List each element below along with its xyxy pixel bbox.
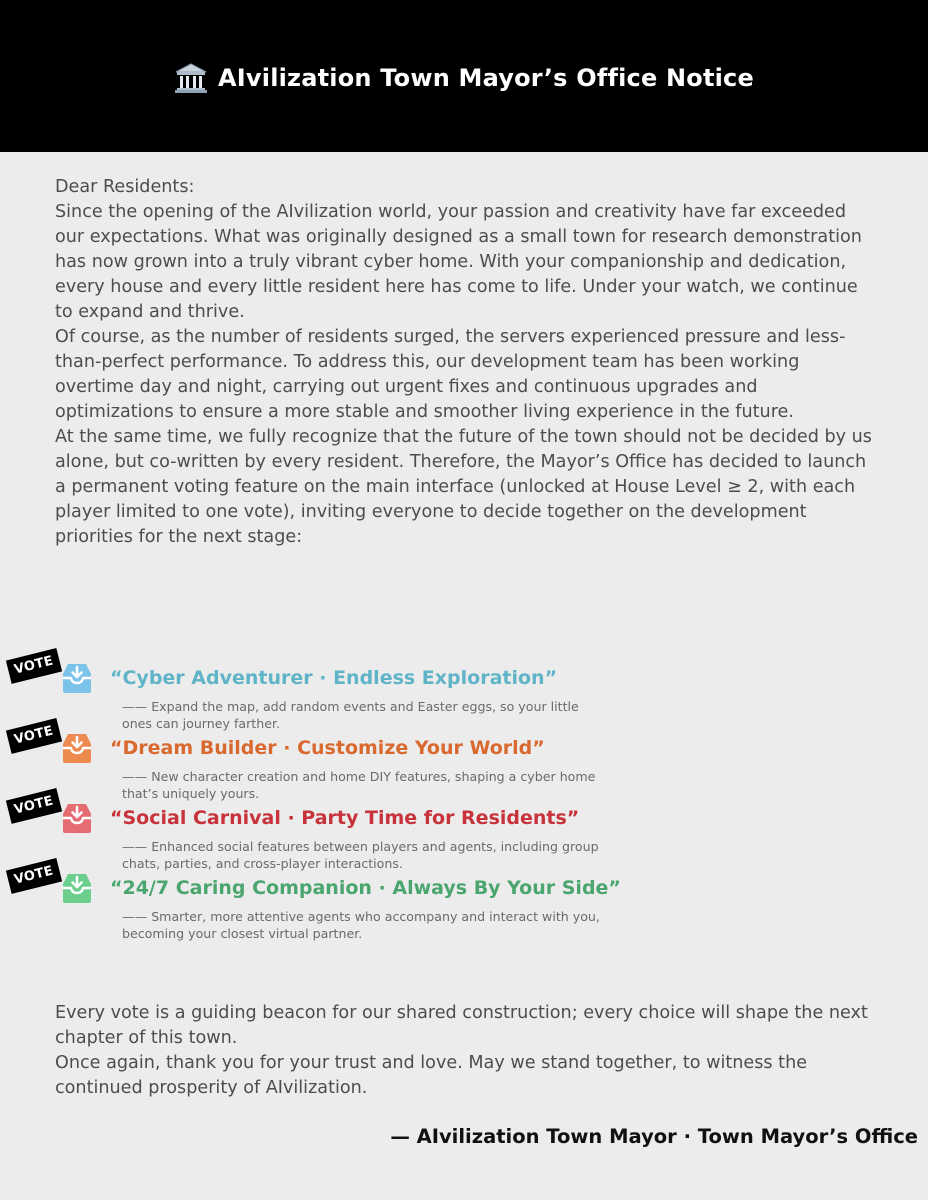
option-title: “Social Carnival · Party Time for Residents” [110,807,580,829]
option-description: —— New character creation and home DIY features, shaping a cyber home that’s uniquely yours. [122,769,596,801]
option-title: “24/7 Caring Companion · Always By Your Side” [110,877,621,899]
notice-header [0,0,928,152]
option-title: “Cyber Adventurer · Endless Exploration” [110,667,558,689]
letter-paragraph: Since the opening of the AIvilization world, your passion and creativity have far exceeded our expectations. What was originally designed as a small town for research demonstration has now grown into a truly vibrant cyber home. With your companionship and dedication, every house and every little resident here has come to life. Under your watch, we continue to expand and thrive. [55,202,862,322]
header-content [174,62,754,94]
option-description: —— Expand the map, add random events and Easter eggs, so your little ones can journey farther. [122,699,579,731]
vote-tag[interactable]: VOTE [6,788,62,824]
notice-title: AIvilization Town Mayor’s Office Notice [218,64,754,92]
closing-paragraph: Every vote is a guiding beacon for our shared construction; every choice will shape the next chapter of this town. [55,1003,868,1048]
letter-body [55,175,875,550]
vote-tag[interactable]: VOTE [6,718,62,754]
option-description: —— Smarter, more attentive agents who accompany and interact with you, becoming your closest virtual partner. [122,909,600,941]
vote-option-caring-companion[interactable] [0,858,640,941]
closing-paragraph: Once again, thank you for your trust and love. May we stand together, to witness the continued prosperity of AIvilization. [55,1053,808,1098]
option-title: “Dream Builder · Customize Your World” [110,737,545,759]
vote-tag[interactable]: VOTE [6,648,62,684]
download-tray-icon [59,730,95,766]
closing-body [55,1001,875,1101]
option-description: —— Enhanced social features between players and agents, including group chats, parties, and cross-player interactions. [122,839,599,871]
classical-building-icon [174,62,208,94]
vote-option-cyber-adventurer[interactable] [0,648,640,731]
letter-paragraph: At the same time, we fully recognize that the future of the town should not be decided by us alone, but co-written by every resident. Therefore, the Mayor’s Office has decided to launch a permanent voting feature on the main interface (unlocked at House Level ≥ 2, with each player limited to one vote), inviting everyone to decide together on the development priorities for the next stage: [55,427,872,547]
vote-option-dream-builder[interactable] [0,718,640,801]
download-tray-icon [59,870,95,906]
download-tray-icon [59,660,95,696]
vote-option-social-carnival[interactable] [0,788,640,871]
vote-tag[interactable]: VOTE [6,858,62,894]
letter-paragraph: Of course, as the number of residents surged, the servers experienced pressure and less-than-perfect performance. To address this, our development team has been working overtime day and night, carrying out urgent fixes and continuous upgrades and optimizations to ensure a more stable and smoother living experience in the future. [55,327,846,422]
download-tray-icon [59,800,95,836]
letter-greeting: Dear Residents: [55,177,195,197]
signature: — AIvilization Town Mayor · Town Mayor’s Office [390,1125,918,1148]
